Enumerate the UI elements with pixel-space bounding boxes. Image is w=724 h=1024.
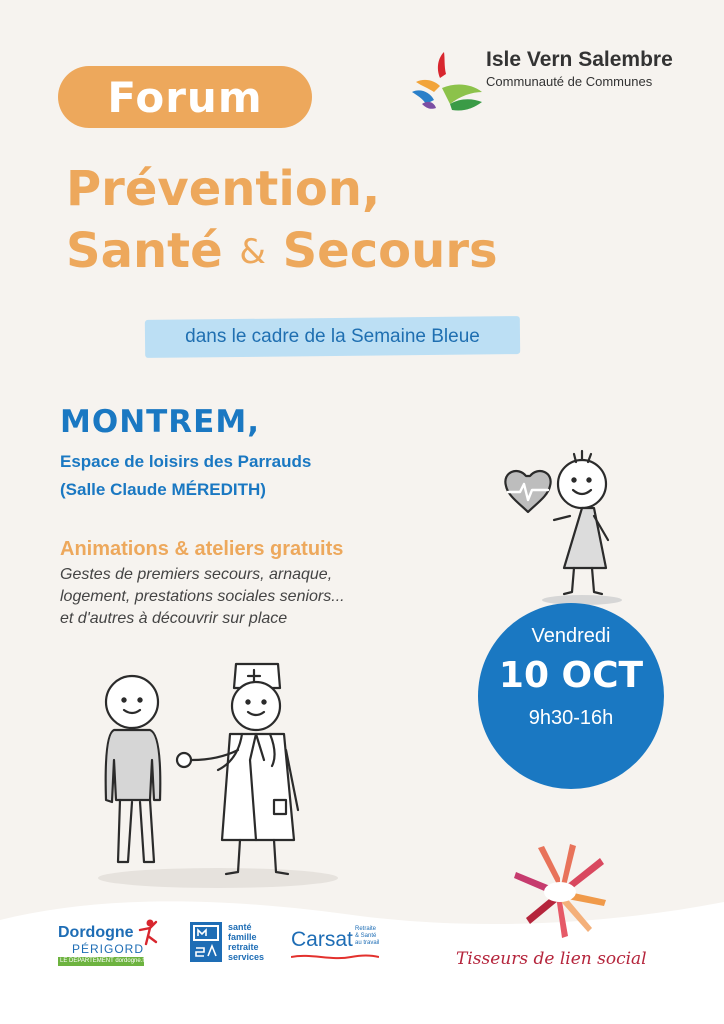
msa-word-1: santé bbox=[228, 922, 252, 932]
msa-logo-words bbox=[228, 922, 264, 962]
msa-word-3: retraite bbox=[228, 942, 259, 952]
dordogne-logo-name: Dordogne bbox=[58, 924, 134, 941]
carsat-tag-3: au travail bbox=[355, 940, 380, 946]
title-word-sante: Santé bbox=[66, 223, 223, 279]
carsat-tag-1: Retraite bbox=[355, 926, 377, 932]
org-subtitle: Communauté de Communes bbox=[486, 74, 653, 89]
isle-vern-salembre-logo-icon bbox=[408, 48, 486, 120]
activities-line-2: logement, prestations sociales seniors... bbox=[60, 588, 345, 605]
activities-line-3: et d'autres à découvrir sur place bbox=[60, 610, 288, 627]
date-value: 10 OCT bbox=[498, 655, 644, 696]
subtitle-band-text: dans le cadre de la Semaine Bleue bbox=[185, 326, 480, 347]
forum-badge bbox=[58, 66, 312, 128]
msa-word-4: services bbox=[228, 952, 265, 962]
forum-label: Forum bbox=[107, 72, 263, 122]
main-title bbox=[66, 158, 498, 283]
venue-name: Espace de loisirs des Parrauds bbox=[60, 452, 312, 471]
doctor-patient-illustration bbox=[88, 650, 348, 890]
heart-figure-illustration bbox=[498, 440, 628, 610]
town-name: MONTREM, bbox=[60, 404, 260, 440]
msa-logo-icon bbox=[190, 922, 222, 962]
tisseurs-tagline: Tisseurs de lien social bbox=[456, 949, 647, 969]
dordogne-logo-bar: LE DÉPARTEMENT dordogne.fr bbox=[60, 958, 147, 964]
carsat-underline-icon bbox=[291, 953, 379, 961]
title-line-2 bbox=[66, 220, 498, 283]
dordogne-logo-subtitle: PÉRIGORD bbox=[72, 942, 145, 956]
org-name: Isle Vern Salembre bbox=[486, 48, 673, 71]
date-time: 9h30-16h bbox=[528, 707, 614, 729]
title-word-secours: Secours bbox=[282, 223, 498, 279]
date-day: Vendredi bbox=[531, 625, 611, 647]
activities-line-1: Gestes de premiers secours, arnaque, bbox=[60, 566, 333, 583]
carsat-tag-2: & Santé bbox=[355, 933, 377, 939]
carsat-logo-tagline bbox=[355, 926, 379, 947]
venue-room: (Salle Claude MÉREDITH) bbox=[60, 480, 266, 499]
msa-word-2: famille bbox=[228, 932, 257, 942]
title-line-1: Prévention, bbox=[66, 161, 381, 217]
hands-logo-icon bbox=[508, 838, 612, 942]
title-ampersand: & bbox=[239, 232, 266, 272]
activities-heading: Animations & ateliers gratuits bbox=[60, 538, 344, 560]
carsat-logo-name: Carsat bbox=[291, 928, 353, 951]
